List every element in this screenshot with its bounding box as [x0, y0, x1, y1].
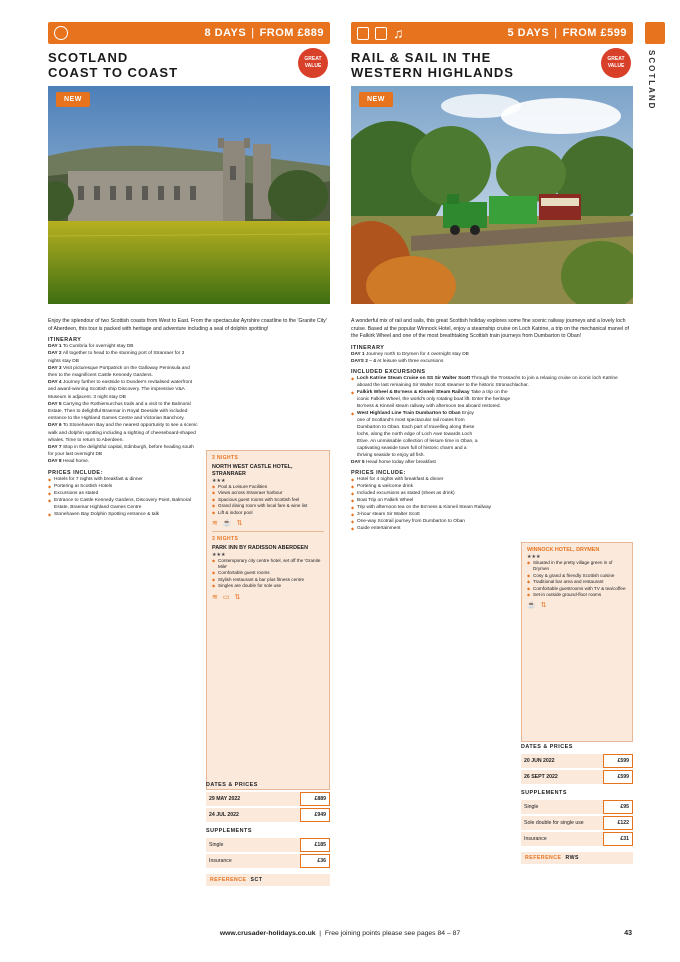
list-item: ◆ Boat Trip on Falkirk Wheel	[351, 497, 511, 504]
list-item: ◆ Stonehaven Bay Dolphin Spotting entrance & talk	[48, 511, 198, 518]
list-item: ◆ Trip with afternoon tea on the Bo'ness & Kinneil Steam Railway	[351, 504, 511, 511]
pool-icon: ≋	[212, 520, 218, 528]
castle-photo	[48, 86, 330, 304]
itinerary-heading: ITINERARY	[351, 344, 385, 351]
hotel-stars: ★★★	[212, 478, 226, 484]
great-value-seal: GREAT VALUE	[298, 48, 328, 78]
itinerary-day: DAY 4 Journey further to eastside to Dundee's revitalised waterfront and award-winning Scottish ship Discovery. The impressive V&A Museum is adjacent. 3 night stay DB	[48, 380, 193, 400]
list-item: ◆ West Highland Line Train Dumbarton to Oban Enjoy one of Scotland's most spectacular rail routes from Dumbarton to Oban. Each part of travelling along these lochs, along the north edge of Loch Awe towards Loch Etive. An unmissable collection of leisure time in Oban, a captivating seaside town full of historic charm and a thriving seaside to enjoy all fish.	[351, 410, 481, 459]
supplements-table	[521, 798, 633, 848]
table-row: Single £185	[206, 838, 330, 852]
list-item: ◆ Comfortable guest rooms	[212, 570, 324, 576]
hotel-name: WINNOCK HOTEL, DRYMEN	[527, 547, 600, 553]
music-icon: ♫	[393, 25, 404, 41]
new-badge: NEW	[56, 92, 90, 107]
supplements-heading: SUPPLEMENTS	[206, 828, 252, 834]
ship-icon	[357, 27, 369, 40]
table-row: Insurance £31	[521, 832, 633, 846]
itinerary-day: DAYS 2 – 4 At leisure with three excursions	[351, 358, 444, 364]
bar-icon: ☕	[527, 602, 536, 610]
tour-header-bar: 8 DAYS | FROM £889	[48, 22, 330, 44]
table-row: 24 JUL 2022 £949	[206, 808, 330, 822]
excursions-list	[351, 375, 633, 459]
tour-title: SCOTLAND COAST TO COAST	[48, 50, 179, 80]
dates-prices-panel	[521, 740, 633, 864]
tour-header-bar: ♫ 5 DAYS | FROM £599	[351, 22, 633, 44]
list-item: ◆ Stylish restaurant & bar plus fitness centre	[212, 577, 324, 583]
list-item: ◆ Hotel for 4 nights with breakfast & dinner	[351, 476, 511, 483]
list-item: ◆ Contemporary city centre hotel, set off the 'Granite Mile'	[212, 558, 324, 571]
hotels-panel	[206, 450, 330, 790]
itinerary-day: DAY 5 Head home today after breakfast	[351, 460, 436, 466]
dates-heading: DATES & PRICES	[206, 782, 258, 788]
tour-price: FROM £599	[562, 27, 627, 39]
hotel-features	[212, 558, 324, 590]
table-row: Insurance £36	[206, 854, 330, 868]
itinerary-day: DAY 6 To Stonehaven Bay and the nearest opportunity to see a scenic walk and dolphin spotting including a sighting of cheeseboard-shaped whales. Time to return to Aberdeen.	[48, 423, 198, 443]
lift-icon: ⇅	[236, 520, 243, 528]
tour-rail-sail	[351, 22, 633, 861]
list-item: ◆ One-way Scotrail journey from Dumbarton to Oban	[351, 518, 511, 525]
tv-icon: ▭	[222, 593, 230, 601]
list-item: ◆ Spacious guest rooms with Scottish feel	[212, 497, 324, 503]
steam-train-photo	[351, 86, 633, 304]
hotel-name: PARK INN BY RADISSON ABERDEEN	[212, 544, 309, 551]
hotel-stars: ★★★	[212, 551, 226, 558]
itinerary-day: DAY 2 All together to head to the stunning port of Stranraer for 3 nights stay DB	[48, 351, 185, 364]
glass-icon	[375, 27, 387, 40]
hotel-panel	[521, 542, 633, 742]
itinerary-day: DAY 1 Journey north to Drymen for 4 overnight stay DB	[351, 351, 469, 357]
dates-table	[521, 752, 633, 786]
table-row: Single £95	[521, 800, 633, 814]
facility-icons	[212, 519, 324, 527]
hotel-features	[212, 484, 324, 516]
list-item: ◆ Comfortable guestrooms with TV & tea/coffee	[527, 586, 627, 592]
list-item: ◆ Falkirk Wheel & Bo'ness & Kinneil Steam Railway Take a trip on the iconic Falkirk Wheel, the world's only rotating boat lift. Enter the heritage Bo'ness & Kinneil steam railway with afternoon tea aboard restored.	[351, 389, 521, 410]
list-item: ◆ Views across Stranraer harbour	[212, 490, 324, 496]
supplements-heading: SUPPLEMENTS	[521, 790, 567, 796]
excursions-heading: INCLUDED EXCURSIONS	[351, 369, 426, 376]
itinerary-day: DAY 1 To Cumbria for overnight stay DB	[48, 344, 134, 350]
page-footer: www.crusader-holidays.co.uk | Free joining points please see pages 84 – 87 43	[219, 930, 632, 937]
reference-bar: REFERENCE RWS	[521, 852, 633, 864]
side-tab	[645, 22, 665, 44]
itinerary-list	[48, 343, 198, 465]
list-item: ◆ Grand dining room with local fare & wine list	[212, 503, 324, 509]
footer-note: Free joining points please see pages 84 – 87	[324, 930, 461, 937]
table-row: 20 JUN 2022 £599	[521, 754, 633, 768]
supplements-table	[206, 836, 330, 870]
prices-include-heading: PRICES INCLUDE:	[48, 469, 103, 476]
tour-duration: 5 DAYS	[507, 27, 550, 39]
list-item: ◆ Lift & indoor pool	[212, 510, 324, 516]
side-tab-label: SCOTLAND	[647, 50, 656, 111]
itinerary-day: DAY 7 Stop in the delightful capital, Edinburgh, before heading south for your last overnight DB	[48, 445, 194, 458]
lift-icon: ⇅	[540, 602, 547, 610]
lift-icon: ⇅	[234, 593, 241, 601]
table-row: Sole double for single use £122	[521, 816, 633, 830]
nights-tag: 3 NIGHTS	[212, 455, 239, 461]
prices-include-list	[351, 476, 511, 532]
reference-bar: REFERENCE SCT	[206, 874, 330, 886]
tour-duration: 8 DAYS	[204, 27, 247, 39]
list-item: ◆ Included excursions as stated (sheet as drink)	[351, 490, 511, 497]
itinerary-day: DAY 5 Carrying the Rothiemurchus trails and a visit to the Balmoral Estate. Then to delightful Braemar in Royal Deeside with included entrance to the Highland Games Centre and Victorian Banchory.	[48, 401, 191, 422]
list-item: ◆ Traditional bar area and restaurant	[527, 579, 627, 585]
website-link[interactable]: www.crusader-holidays.co.uk	[219, 930, 316, 937]
bar-icon: ☕	[222, 520, 232, 528]
dates-prices-panel	[206, 778, 330, 886]
dates-table	[206, 790, 330, 824]
list-item: ◆ Portering & welcome drink	[351, 483, 511, 490]
itinerary-day: DAY 8 Head home.	[48, 459, 90, 465]
list-item: ◆ Hotels for 7 nights with breakfast & dinner	[48, 476, 198, 483]
compass-icon	[54, 26, 68, 40]
table-row: 26 SEPT 2022 £599	[521, 770, 633, 784]
list-item: ◆ Entrance to Castle Kennedy Gardens, Discovery Point, Balmoral Estate, Braemar Highland Games Centre	[48, 497, 198, 511]
list-item: ◆ 3-hour steam Sir Walter Scott	[351, 511, 511, 518]
facility-icons	[527, 601, 627, 609]
list-item: ◆ Excursions as stated	[48, 490, 198, 497]
dates-heading: DATES & PRICES	[521, 744, 573, 750]
tour-title: RAIL & SAIL IN THE WESTERN HIGHLANDS	[351, 50, 514, 80]
tour-intro: A wonderful mix of rail and sails, this great Scottish holiday explores some fine scenic railway journeys and a lovely loch cruise. Based at the popular Winnock Hotel, enjoy a steamship cruise on Loch Katrine, a trip on the mechanical marvel of the Falkirk Wheel and one of the most breathtaking Scottish train journeys from Dumbarton to Oban!	[351, 318, 629, 340]
facility-icons	[212, 593, 324, 601]
list-item: ◆ Situated in the pretty village green in of Drymen	[527, 560, 627, 573]
great-value-seal: GREAT VALUE	[601, 48, 631, 78]
itinerary-day: DAY 3 Visit picturesque Portpatrick on the Galloway Peninsula and then to the magnificent Castle Kennedy Gardens.	[48, 365, 190, 378]
prices-include-heading: PRICES INCLUDE:	[351, 470, 406, 477]
hotel-features	[527, 560, 627, 598]
list-item: ◆ Singles are double for sole use	[212, 583, 324, 589]
nights-tag: 3 NIGHTS	[212, 535, 239, 542]
page-number: 43	[624, 930, 632, 937]
list-item: ◆ Cosy & grand & friendly Scottish cuisine	[527, 573, 627, 579]
tour-price: FROM £889	[259, 27, 324, 39]
hotel-name: NORTH WEST CASTLE HOTEL, STRANRAER	[212, 464, 293, 477]
list-item: ◆ Set-in outside ground-floor rooms	[527, 592, 627, 598]
list-item: ◆ Pool & Leisure Facilities	[212, 484, 324, 490]
prices-include-list	[48, 476, 198, 518]
wifi-icon: ≋	[212, 593, 218, 601]
tour-intro: Enjoy the splendour of two Scottish coasts from West to East. From the spectacular Ayrshire coastline to the 'Granite City' of Aberdeen, this tour is packed with heritage and adventure including a seal of dolphin spotting!	[48, 318, 327, 332]
list-item: ◆ Portering at Scottish Hotels	[48, 483, 198, 490]
itinerary-heading: ITINERARY	[48, 337, 82, 344]
new-badge: NEW	[359, 92, 393, 107]
table-row: 29 MAY 2022 £889	[206, 792, 330, 806]
hotel-stars: ★★★	[527, 554, 541, 560]
list-item: ◆ Guide entertainment	[351, 525, 511, 532]
tour-scotland-coast	[48, 22, 330, 883]
list-item: ◆ Loch Katrine Steam Cruise on SS Sir Walter Scott Through the Trossachs to join a relaxing cruise on iconic loch Katrine aboard the last remaining Sir Walter Scott steamer to the historic Stronachlachar.	[351, 375, 633, 389]
